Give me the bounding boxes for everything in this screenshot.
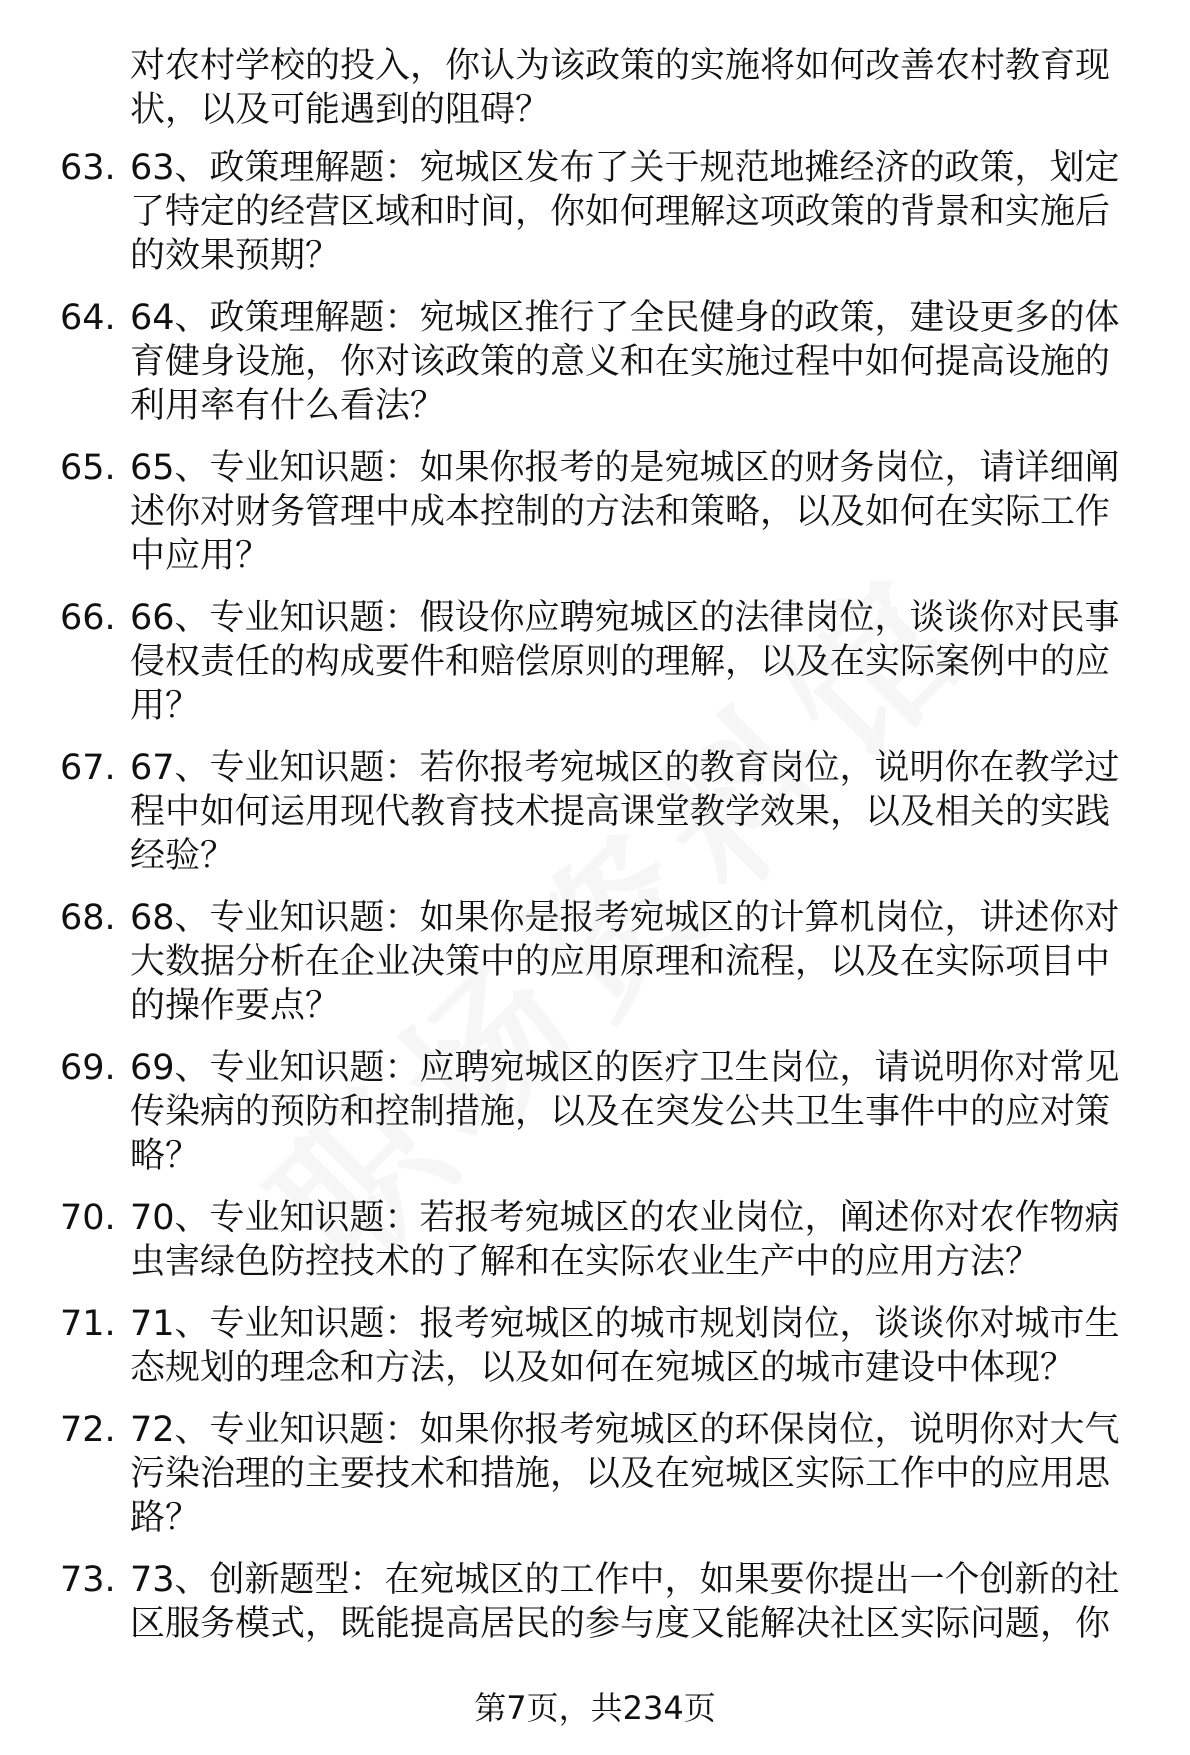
question-line: 了特定的经营区域和时间，你如何理解这项政策的背景和实施后: [130, 192, 1111, 232]
question-line: 育健身设施，你对该政策的意义和在实施过程中如何提高设施的: [130, 342, 1111, 382]
question-line: 程中如何运用现代教育技术提高课堂教学效果，以及相关的实践: [130, 792, 1111, 832]
question-line: 污染治理的主要技术和措施，以及在宛城区实际工作中的应用思: [130, 1454, 1111, 1494]
question-number: 70.: [60, 1198, 116, 1238]
intro-line: 状，以及可能遇到的阻碍？: [130, 90, 551, 130]
question-number: 67.: [60, 748, 116, 788]
question-line: 虫害绿色防控技术的了解和在实际农业生产中的应用方法？: [130, 1242, 1041, 1282]
question-number: 65.: [60, 448, 116, 488]
question-line: 64、政策理解题：宛城区推行了全民健身的政策，建设更多的体: [130, 298, 1120, 338]
question-line: 68、专业知识题：如果你是报考宛城区的计算机岗位，讲述你对: [130, 898, 1120, 938]
question-line: 大数据分析在企业决策中的应用原理和流程，以及在实际项目中: [130, 942, 1111, 982]
question-line: 72、专业知识题：如果你报考宛城区的环保岗位，说明你对大气: [130, 1410, 1120, 1450]
question-number: 72.: [60, 1410, 116, 1450]
question-line: 63、政策理解题：宛城区发布了关于规范地摊经济的政策，划定: [130, 148, 1120, 188]
question-number: 64.: [60, 298, 116, 338]
question-line: 区服务模式，既能提高居民的参与度又能解决社区实际问题，你: [130, 1604, 1111, 1644]
question-line: 用？: [130, 686, 201, 726]
question-number: 66.: [60, 598, 116, 638]
question-line: 中应用？: [130, 536, 271, 576]
question-number: 63.: [60, 148, 116, 188]
question-line: 态规划的理念和方法，以及如何在宛城区的城市建设中体现？: [130, 1348, 1076, 1388]
question-line: 73、创新题型：在宛城区的工作中，如果要你提出一个创新的社: [130, 1560, 1120, 1600]
question-line: 65、专业知识题：如果你报考的是宛城区的财务岗位，请详细阐: [130, 448, 1120, 488]
question-line: 69、专业知识题：应聘宛城区的医疗卫生岗位，请说明你对常见: [130, 1048, 1120, 1088]
question-line: 侵权责任的构成要件和赔偿原则的理解，以及在实际案例中的应: [130, 642, 1111, 682]
question-line: 67、专业知识题：若你报考宛城区的教育岗位，说明你在教学过: [130, 748, 1120, 788]
question-line: 70、专业知识题：若报考宛城区的农业岗位，阐述你对农作物病: [130, 1198, 1120, 1238]
question-line: 66、专业知识题：假设你应聘宛城区的法律岗位，谈谈你对民事: [130, 598, 1120, 638]
question-number: 69.: [60, 1048, 116, 1088]
watermark: [215, 440, 1085, 1310]
question-number: 71.: [60, 1304, 116, 1344]
question-number: 73.: [60, 1560, 116, 1600]
question-line: 71、专业知识题：报考宛城区的城市规划岗位，谈谈你对城市生: [130, 1304, 1120, 1344]
page-footer: 第7页，共234页: [474, 1689, 716, 1727]
intro-line: 对农村学校的投入，你认为该政策的实施将如何改善农村教育现: [130, 46, 1111, 86]
question-line: 的操作要点？: [130, 986, 341, 1026]
question-line: 述你对财务管理中成本控制的方法和策略，以及如何在实际工作: [130, 492, 1111, 532]
question-line: 的效果预期？: [130, 236, 341, 276]
question-line: 传染病的预防和控制措施，以及在突发公共卫生事件中的应对策: [130, 1092, 1111, 1132]
question-line: 利用率有什么看法？: [130, 386, 446, 426]
question-line: 略？: [130, 1136, 201, 1176]
question-line: 路？: [130, 1498, 201, 1538]
question-number: 68.: [60, 898, 116, 938]
question-line: 经验？: [130, 836, 236, 876]
